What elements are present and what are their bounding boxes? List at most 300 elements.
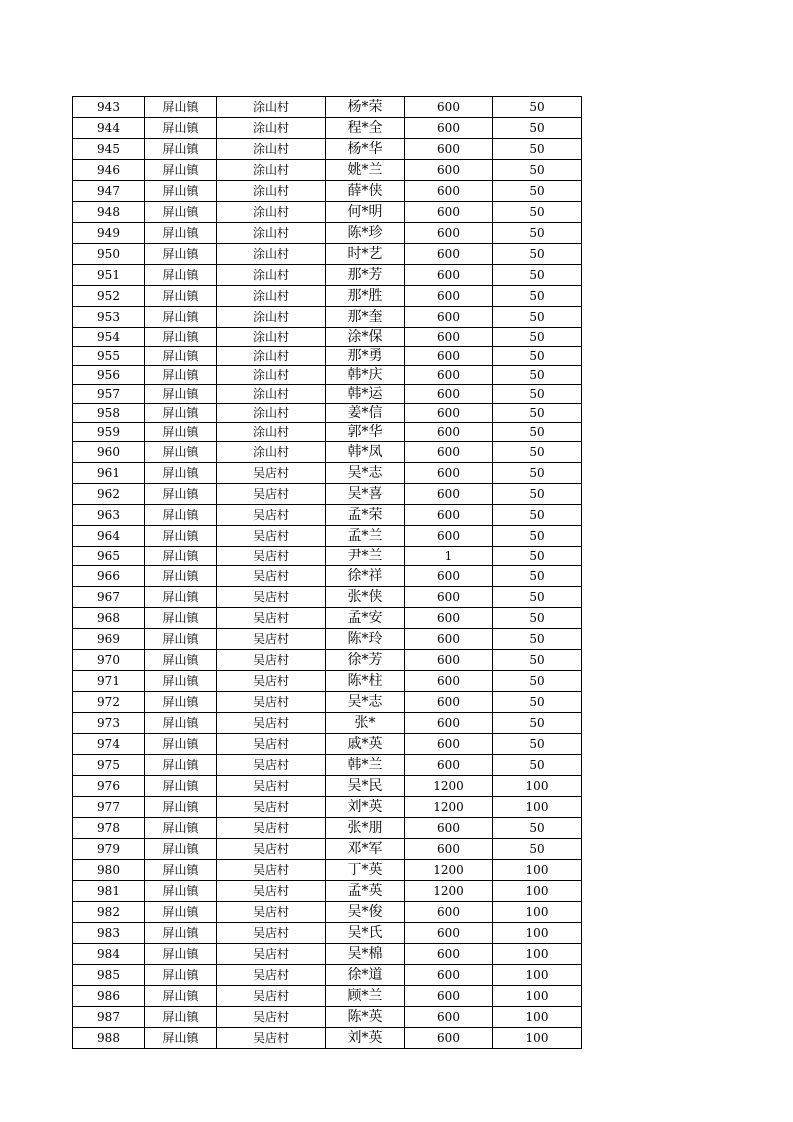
cell-village: 涂山村 [217, 307, 326, 328]
cell-town: 屏山镇 [145, 202, 217, 223]
table-row [73, 650, 582, 671]
table-row [73, 1028, 582, 1049]
cell-value: 50 [493, 547, 582, 566]
cell-index: 988 [73, 1028, 145, 1049]
cell-village: 吴店村 [217, 1007, 326, 1028]
cell-value: 50 [493, 307, 582, 328]
cell-name: 陈*柱 [326, 671, 405, 692]
cell-value: 100 [493, 986, 582, 1007]
cell-village: 吴店村 [217, 818, 326, 839]
cell-village: 吴店村 [217, 881, 326, 902]
cell-town: 屏山镇 [145, 839, 217, 860]
cell-town: 屏山镇 [145, 547, 217, 566]
cell-name: 吴*氏 [326, 923, 405, 944]
cell-town: 屏山镇 [145, 881, 217, 902]
cell-index: 956 [73, 366, 145, 385]
cell-value: 100 [493, 776, 582, 797]
table-row [73, 1007, 582, 1028]
cell-name: 韩*庆 [326, 366, 405, 385]
cell-village: 涂山村 [217, 347, 326, 366]
cell-name: 韩*运 [326, 385, 405, 404]
cell-village: 吴店村 [217, 526, 326, 547]
cell-amount: 600 [405, 902, 493, 923]
cell-amount: 600 [405, 1007, 493, 1028]
cell-village: 吴店村 [217, 484, 326, 505]
cell-town: 屏山镇 [145, 118, 217, 139]
cell-village: 吴店村 [217, 547, 326, 566]
cell-name: 刘*英 [326, 1028, 405, 1049]
cell-amount: 600 [405, 328, 493, 347]
cell-village: 吴店村 [217, 839, 326, 860]
cell-town: 屏山镇 [145, 1007, 217, 1028]
cell-index: 965 [73, 547, 145, 566]
cell-value: 50 [493, 671, 582, 692]
cell-name: 戚*英 [326, 734, 405, 755]
cell-village: 涂山村 [217, 286, 326, 307]
cell-town: 屏山镇 [145, 713, 217, 734]
cell-town: 屏山镇 [145, 347, 217, 366]
table-row [73, 734, 582, 755]
table-row [73, 547, 582, 566]
cell-index: 944 [73, 118, 145, 139]
cell-village: 吴店村 [217, 505, 326, 526]
cell-index: 946 [73, 160, 145, 181]
cell-amount: 600 [405, 202, 493, 223]
cell-value: 50 [493, 587, 582, 608]
cell-index: 973 [73, 713, 145, 734]
cell-town: 屏山镇 [145, 860, 217, 881]
cell-town: 屏山镇 [145, 265, 217, 286]
cell-index: 950 [73, 244, 145, 265]
cell-name: 何*明 [326, 202, 405, 223]
cell-town: 屏山镇 [145, 526, 217, 547]
cell-village: 吴店村 [217, 463, 326, 484]
cell-village: 涂山村 [217, 423, 326, 442]
cell-town: 屏山镇 [145, 181, 217, 202]
cell-value: 50 [493, 244, 582, 265]
table-row [73, 566, 582, 587]
cell-name: 陈*珍 [326, 223, 405, 244]
cell-town: 屏山镇 [145, 463, 217, 484]
cell-town: 屏山镇 [145, 776, 217, 797]
cell-amount: 1200 [405, 776, 493, 797]
cell-town: 屏山镇 [145, 328, 217, 347]
cell-index: 951 [73, 265, 145, 286]
cell-index: 967 [73, 587, 145, 608]
table-row [73, 307, 582, 328]
cell-amount: 600 [405, 944, 493, 965]
cell-name: 郭*华 [326, 423, 405, 442]
table-row [73, 202, 582, 223]
cell-village: 吴店村 [217, 776, 326, 797]
cell-index: 975 [73, 755, 145, 776]
cell-village: 涂山村 [217, 385, 326, 404]
cell-name: 徐*祥 [326, 566, 405, 587]
table-row [73, 818, 582, 839]
cell-index: 964 [73, 526, 145, 547]
table-row [73, 526, 582, 547]
cell-amount: 600 [405, 347, 493, 366]
cell-name: 孟*荣 [326, 505, 405, 526]
cell-value: 50 [493, 404, 582, 423]
cell-town: 屏山镇 [145, 818, 217, 839]
cell-village: 吴店村 [217, 944, 326, 965]
cell-name: 程*全 [326, 118, 405, 139]
cell-name: 尹*兰 [326, 547, 405, 566]
cell-value: 100 [493, 902, 582, 923]
cell-town: 屏山镇 [145, 385, 217, 404]
cell-index: 952 [73, 286, 145, 307]
cell-value: 50 [493, 328, 582, 347]
cell-village: 涂山村 [217, 223, 326, 244]
cell-village: 吴店村 [217, 797, 326, 818]
table-row [73, 244, 582, 265]
cell-index: 943 [73, 97, 145, 118]
cell-value: 50 [493, 423, 582, 442]
cell-amount: 600 [405, 385, 493, 404]
cell-index: 977 [73, 797, 145, 818]
cell-amount: 600 [405, 608, 493, 629]
cell-value: 50 [493, 202, 582, 223]
cell-index: 958 [73, 404, 145, 423]
cell-amount: 600 [405, 286, 493, 307]
cell-village: 吴店村 [217, 1028, 326, 1049]
cell-amount: 600 [405, 1028, 493, 1049]
records-body [73, 97, 582, 1049]
cell-name: 姜*信 [326, 404, 405, 423]
cell-town: 屏山镇 [145, 755, 217, 776]
cell-amount: 600 [405, 484, 493, 505]
cell-town: 屏山镇 [145, 608, 217, 629]
cell-amount: 600 [405, 755, 493, 776]
table-row [73, 671, 582, 692]
table-row [73, 139, 582, 160]
cell-index: 970 [73, 650, 145, 671]
cell-town: 屏山镇 [145, 965, 217, 986]
cell-town: 屏山镇 [145, 160, 217, 181]
cell-value: 50 [493, 692, 582, 713]
cell-index: 959 [73, 423, 145, 442]
cell-amount: 600 [405, 181, 493, 202]
table-row [73, 463, 582, 484]
cell-village: 吴店村 [217, 860, 326, 881]
cell-village: 吴店村 [217, 650, 326, 671]
cell-amount: 1200 [405, 881, 493, 902]
cell-value: 50 [493, 755, 582, 776]
cell-town: 屏山镇 [145, 902, 217, 923]
cell-village: 涂山村 [217, 328, 326, 347]
cell-town: 屏山镇 [145, 442, 217, 463]
cell-name: 孟*兰 [326, 526, 405, 547]
cell-town: 屏山镇 [145, 650, 217, 671]
cell-name: 陈*英 [326, 1007, 405, 1028]
cell-village: 吴店村 [217, 566, 326, 587]
cell-village: 涂山村 [217, 442, 326, 463]
cell-value: 100 [493, 1007, 582, 1028]
cell-name: 吴*俊 [326, 902, 405, 923]
cell-value: 50 [493, 97, 582, 118]
data-sheet [72, 96, 581, 1049]
cell-village: 涂山村 [217, 97, 326, 118]
cell-village: 涂山村 [217, 404, 326, 423]
cell-name: 韩*兰 [326, 755, 405, 776]
cell-index: 983 [73, 923, 145, 944]
cell-amount: 600 [405, 139, 493, 160]
cell-index: 981 [73, 881, 145, 902]
cell-index: 947 [73, 181, 145, 202]
cell-amount: 600 [405, 423, 493, 442]
cell-village: 涂山村 [217, 265, 326, 286]
table-row [73, 160, 582, 181]
cell-value: 50 [493, 265, 582, 286]
cell-value: 50 [493, 734, 582, 755]
cell-index: 949 [73, 223, 145, 244]
cell-amount: 1200 [405, 860, 493, 881]
table-row [73, 755, 582, 776]
table-row [73, 118, 582, 139]
cell-value: 50 [493, 566, 582, 587]
cell-amount: 600 [405, 118, 493, 139]
cell-amount: 600 [405, 566, 493, 587]
cell-village: 涂山村 [217, 244, 326, 265]
table-row [73, 776, 582, 797]
cell-name: 徐*道 [326, 965, 405, 986]
table-row [73, 484, 582, 505]
cell-value: 50 [493, 505, 582, 526]
cell-name: 那*奎 [326, 307, 405, 328]
cell-village: 吴店村 [217, 671, 326, 692]
cell-amount: 1 [405, 547, 493, 566]
cell-value: 50 [493, 629, 582, 650]
cell-amount: 600 [405, 839, 493, 860]
cell-town: 屏山镇 [145, 97, 217, 118]
cell-index: 954 [73, 328, 145, 347]
table-row [73, 587, 582, 608]
cell-index: 974 [73, 734, 145, 755]
cell-index: 955 [73, 347, 145, 366]
cell-name: 韩*凤 [326, 442, 405, 463]
table-row [73, 505, 582, 526]
table-row [73, 923, 582, 944]
table-row [73, 423, 582, 442]
cell-town: 屏山镇 [145, 587, 217, 608]
cell-index: 948 [73, 202, 145, 223]
cell-town: 屏山镇 [145, 944, 217, 965]
cell-amount: 600 [405, 965, 493, 986]
cell-amount: 600 [405, 160, 493, 181]
cell-index: 978 [73, 818, 145, 839]
table-row [73, 181, 582, 202]
cell-town: 屏山镇 [145, 505, 217, 526]
table-row [73, 442, 582, 463]
cell-village: 吴店村 [217, 734, 326, 755]
cell-index: 966 [73, 566, 145, 587]
cell-name: 刘*英 [326, 797, 405, 818]
cell-village: 涂山村 [217, 366, 326, 385]
cell-value: 50 [493, 139, 582, 160]
cell-town: 屏山镇 [145, 671, 217, 692]
cell-name: 吴*喜 [326, 484, 405, 505]
cell-amount: 600 [405, 97, 493, 118]
cell-index: 984 [73, 944, 145, 965]
table-row [73, 797, 582, 818]
cell-name: 杨*华 [326, 139, 405, 160]
cell-value: 100 [493, 923, 582, 944]
cell-name: 时*艺 [326, 244, 405, 265]
cell-town: 屏山镇 [145, 797, 217, 818]
cell-value: 100 [493, 965, 582, 986]
table-row [73, 986, 582, 1007]
cell-value: 100 [493, 944, 582, 965]
cell-index: 980 [73, 860, 145, 881]
table-row [73, 902, 582, 923]
cell-amount: 1200 [405, 797, 493, 818]
table-row [73, 223, 582, 244]
cell-name: 薛*侠 [326, 181, 405, 202]
cell-town: 屏山镇 [145, 1028, 217, 1049]
table-row [73, 839, 582, 860]
cell-name: 吴*民 [326, 776, 405, 797]
table-row [73, 265, 582, 286]
table-row [73, 366, 582, 385]
table-row [73, 347, 582, 366]
cell-value: 50 [493, 526, 582, 547]
cell-amount: 600 [405, 404, 493, 423]
cell-village: 吴店村 [217, 629, 326, 650]
table-row [73, 881, 582, 902]
cell-index: 953 [73, 307, 145, 328]
cell-village: 吴店村 [217, 902, 326, 923]
cell-index: 972 [73, 692, 145, 713]
cell-name: 那*胜 [326, 286, 405, 307]
cell-amount: 600 [405, 463, 493, 484]
cell-index: 962 [73, 484, 145, 505]
cell-village: 吴店村 [217, 923, 326, 944]
cell-town: 屏山镇 [145, 223, 217, 244]
cell-town: 屏山镇 [145, 286, 217, 307]
cell-village: 吴店村 [217, 755, 326, 776]
cell-town: 屏山镇 [145, 366, 217, 385]
cell-index: 969 [73, 629, 145, 650]
cell-name: 吴*志 [326, 463, 405, 484]
cell-value: 50 [493, 286, 582, 307]
cell-name: 张* [326, 713, 405, 734]
cell-village: 涂山村 [217, 139, 326, 160]
cell-amount: 600 [405, 265, 493, 286]
cell-village: 涂山村 [217, 202, 326, 223]
table-row [73, 965, 582, 986]
cell-index: 987 [73, 1007, 145, 1028]
cell-town: 屏山镇 [145, 734, 217, 755]
cell-village: 吴店村 [217, 692, 326, 713]
cell-index: 968 [73, 608, 145, 629]
cell-index: 961 [73, 463, 145, 484]
cell-value: 50 [493, 839, 582, 860]
table-row [73, 944, 582, 965]
records-table [72, 96, 582, 1049]
cell-value: 50 [493, 160, 582, 181]
cell-town: 屏山镇 [145, 244, 217, 265]
cell-village: 吴店村 [217, 986, 326, 1007]
cell-name: 陈*玲 [326, 629, 405, 650]
cell-value: 50 [493, 818, 582, 839]
table-row [73, 608, 582, 629]
cell-name: 孟*英 [326, 881, 405, 902]
cell-amount: 600 [405, 692, 493, 713]
cell-amount: 600 [405, 366, 493, 385]
cell-value: 50 [493, 366, 582, 385]
cell-name: 徐*芳 [326, 650, 405, 671]
cell-town: 屏山镇 [145, 484, 217, 505]
table-row [73, 713, 582, 734]
table-row [73, 328, 582, 347]
cell-value: 50 [493, 347, 582, 366]
cell-town: 屏山镇 [145, 307, 217, 328]
cell-name: 张*朋 [326, 818, 405, 839]
cell-name: 顾*兰 [326, 986, 405, 1007]
cell-town: 屏山镇 [145, 566, 217, 587]
cell-index: 986 [73, 986, 145, 1007]
cell-amount: 600 [405, 629, 493, 650]
cell-amount: 600 [405, 713, 493, 734]
cell-name: 吴*志 [326, 692, 405, 713]
cell-town: 屏山镇 [145, 692, 217, 713]
cell-value: 100 [493, 1028, 582, 1049]
cell-village: 吴店村 [217, 713, 326, 734]
cell-amount: 600 [405, 986, 493, 1007]
table-row [73, 97, 582, 118]
cell-amount: 600 [405, 442, 493, 463]
cell-amount: 600 [405, 818, 493, 839]
cell-index: 963 [73, 505, 145, 526]
cell-value: 50 [493, 181, 582, 202]
cell-value: 50 [493, 713, 582, 734]
cell-town: 屏山镇 [145, 139, 217, 160]
cell-value: 100 [493, 797, 582, 818]
cell-name: 涂*保 [326, 328, 405, 347]
table-row [73, 860, 582, 881]
cell-name: 丁*英 [326, 860, 405, 881]
cell-village: 涂山村 [217, 160, 326, 181]
cell-amount: 600 [405, 650, 493, 671]
cell-value: 50 [493, 484, 582, 505]
cell-amount: 600 [405, 671, 493, 692]
cell-value: 100 [493, 860, 582, 881]
cell-index: 979 [73, 839, 145, 860]
table-row [73, 286, 582, 307]
cell-village: 吴店村 [217, 965, 326, 986]
cell-village: 吴店村 [217, 608, 326, 629]
cell-value: 50 [493, 223, 582, 244]
cell-value: 50 [493, 463, 582, 484]
cell-index: 982 [73, 902, 145, 923]
cell-name: 姚*兰 [326, 160, 405, 181]
cell-index: 971 [73, 671, 145, 692]
cell-town: 屏山镇 [145, 629, 217, 650]
table-row [73, 404, 582, 423]
cell-value: 50 [493, 608, 582, 629]
cell-town: 屏山镇 [145, 404, 217, 423]
cell-town: 屏山镇 [145, 923, 217, 944]
cell-amount: 600 [405, 307, 493, 328]
cell-value: 50 [493, 650, 582, 671]
cell-value: 50 [493, 442, 582, 463]
cell-index: 945 [73, 139, 145, 160]
cell-index: 957 [73, 385, 145, 404]
cell-name: 邓*军 [326, 839, 405, 860]
cell-name: 吴*棉 [326, 944, 405, 965]
cell-amount: 600 [405, 505, 493, 526]
